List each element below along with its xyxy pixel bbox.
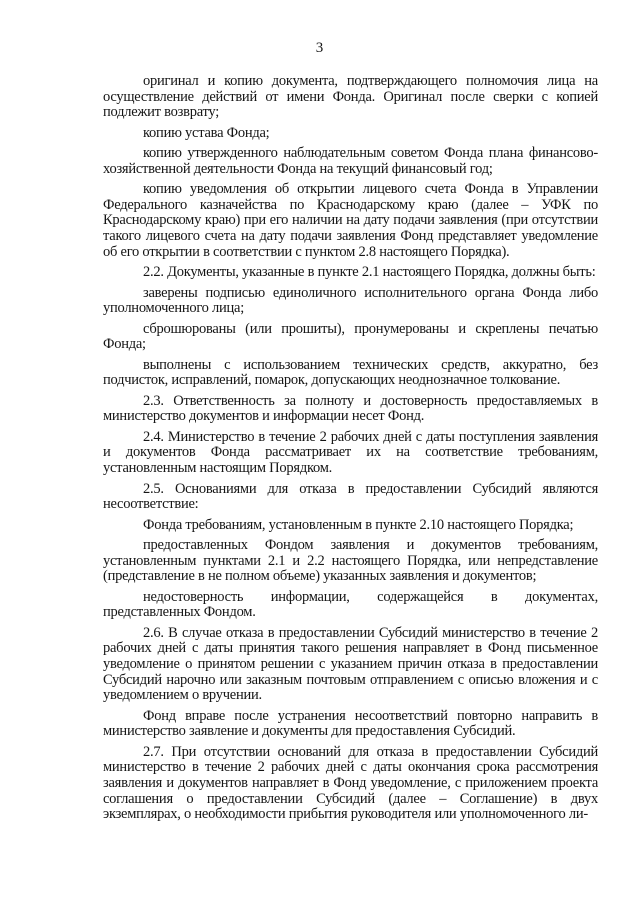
paragraph-bound: сброшюрованы (или прошиты), пронумерованы и скреплены печатью Фонда; [103, 320, 598, 353]
paragraph-2-5: 2.5. Основаниями для отказа в предоставлении Субсидий являются несоответствие: [103, 480, 598, 513]
page-number: 3 [315, 40, 324, 56]
paragraph-financial-plan-copy: копию утвержденного наблюдательным советом Фонда плана финансово-хозяйственной деятельности Фонда на текущий финансовый год; [103, 145, 598, 177]
paragraph-documents-requirements: предоставленных Фондом заявления и документов требованиям, установленным пунктами 2.1 и 2.2 настоящего Порядка, или непредставление (представление в не полном объеме) указанных заявления и документов; [103, 537, 598, 585]
paragraph-unreliable-info: недостоверность информации, содержащейся в документах, представленных Фондом. [103, 588, 598, 621]
paragraph-original-copy: оригинал и копию документа, подтверждающего полномочия лица на осуществление действий от имени Фонда. Оригинал после сверки с копией подлежит возврату; [103, 73, 598, 121]
paragraph-2-4: 2.4. Министерство в течение 2 рабочих дней с даты поступления заявления и документов Фонда рассматривает их на соответствие требованиям, установленным настоящим Порядком. [103, 428, 598, 477]
paragraph-signed: заверены подписью единоличного исполнительного органа Фонда либо уполномоченного лица; [103, 284, 598, 317]
paragraph-2-2: 2.2. Документы, указанные в пункте 2.1 настоящего Порядка, должны быть: [143, 264, 596, 281]
paragraph-account-notice-copy: копию уведомления об открытии лицевого счета Фонда в Управлении Федерального казначейства по Краснодарскому краю (далее – УФК по Краснодарскому краю) при его наличии на дату подачи заявления (при отсутствии такого лицевого счета на дату подачи заявления Фонд представляет уведомление об его открытии в соответствии с пунктом 2.8 настоящего Порядка). [103, 181, 598, 260]
paragraph-2-6: 2.6. В случае отказа в предоставлении Субсидий министерство в течение 2 рабочих дней с даты принятия такого решения направляет в Фонд письменное уведомление о принятом решении с указанием причин отказа в предоставлении Субсидий нарочно или заказным почтовым отправлением с описью вложения и с уведомлением о вручении. [103, 624, 598, 704]
paragraph-resubmission: Фонд вправе после устранения несоответствий повторно направить в министерство заявление и документы для предоставления Субсидий. [103, 707, 598, 740]
paragraph-2-3: 2.3. Ответственность за полноту и достоверность предоставляемых в министерство документов и информации несет Фонд. [103, 392, 598, 425]
document-body [103, 74, 598, 828]
paragraph-fund-requirements: Фонда требованиям, установленным в пункте 2.10 настоящего Порядка; [143, 516, 574, 533]
paragraph-charter-copy: копию устава Фонда; [143, 124, 270, 141]
paragraph-executed: выполнены с использованием технических средств, аккуратно, без подчисток, исправлений, помарок, допускающих неоднозначное толкование. [103, 356, 598, 389]
paragraph-2-7: 2.7. При отсутствии оснований для отказа в предоставлении Субсидий министерство в течение 2 рабочих дней с даты окончания срока рассмотрения заявления и документов направляет в Фонд уведомление, с приложением проекта соглашения о предоставлении Субсидий (далее – Соглашение) в двух экземплярах, о необходимости прибытия руководителя или уполномоченного ли- [103, 743, 598, 823]
